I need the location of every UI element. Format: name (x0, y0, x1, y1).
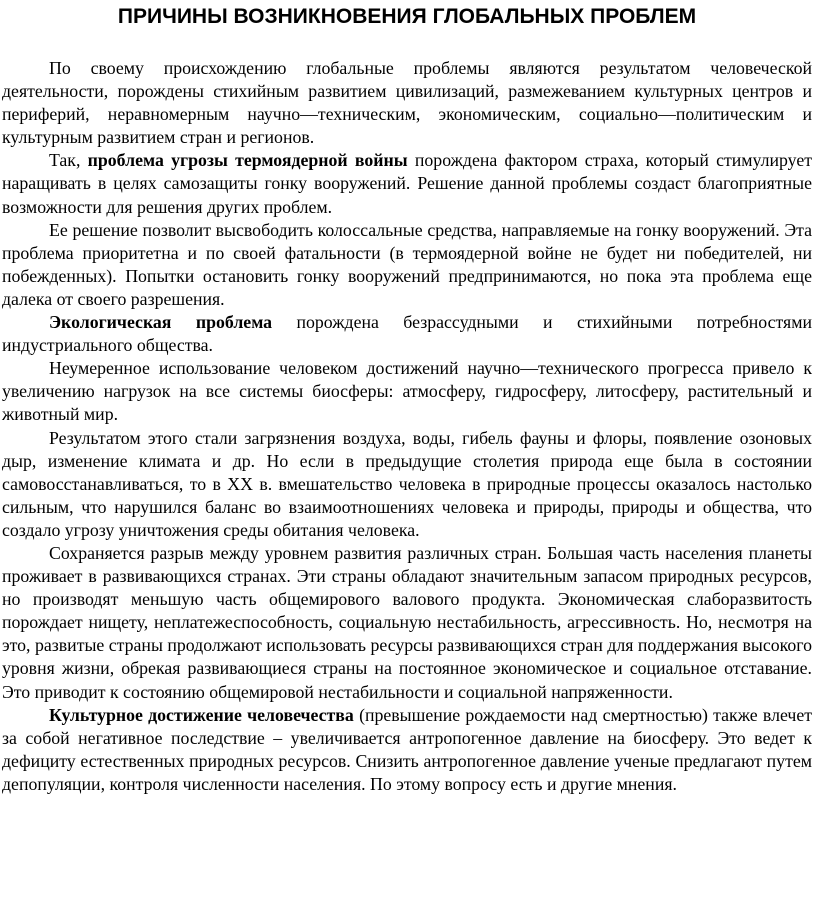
paragraph-development-gap (2, 542, 812, 704)
paragraph-population (2, 704, 812, 796)
paragraph-biosphere-load (2, 357, 812, 426)
paragraph-ecology (2, 311, 812, 357)
bold-term-ecology: Экологическая проблема (49, 312, 273, 333)
document-body (2, 57, 812, 796)
paragraph-text: Результатом этого стали загрязнения воздуха, воды, гибель фауны и флоры, появление озоновых дыр, изменение климата и др. Но если в предыдущие столетия природа еще была в состоянии самовосстанавливаться, то в XX в. вмешательство человека в природные процессы оказалось настолько сильным, что нарушился баланс во взаимоотношениях человека и природы, природы и общества, что создало угрозу уничтожения среды обитания человека. (2, 427, 812, 540)
paragraph-text: порождена фактором страха, который стимулирует наращивать в целях самозащиты гонку вооружений. Решение данной проблемы создаст благоприятные возможности для решения других проблем. (2, 150, 812, 217)
document-title: ПРИЧИНЫ ВОЗНИКНОВЕНИЯ ГЛОБАЛЬНЫХ ПРОБЛЕМ (117, 5, 697, 28)
paragraph-text: Неумеренное использование человеком достижений научно—технического прогресса привело к увеличению нагрузок на все системы биосферы: атмосферу, гидросферу, литосферу, растительный и животный мир. (2, 358, 812, 425)
bold-term-nuclear-war: проблема угрозы термоядерной войны (87, 150, 408, 171)
paragraph-text: (превышение рождаемости над смертностью) также влечет за собой негативное последствие – увеличивается антропогенное давление на биосферу. Это ведет к дефициту естественных природных ресурсов. Снизить антропогенное давление ученые предлагают путем депопуляции, контроля численности населения. По этому вопросу есть и другие мнения. (2, 704, 812, 794)
paragraph-origin (2, 57, 812, 149)
paragraph-text: Ее решение позволит высвободить колоссальные средства, направляемые на гонку вооружений. Эта проблема приоритетна и по своей фатальности (в термоядерной войне не будет ни победителей, ни побежденных). Попытки остановить гонку вооружений предпринимаются, но пока эта проблема еще далека от своего разрешения. (2, 219, 812, 309)
paragraph-text: По своему происхождению глобальные проблемы являются результатом человеческой деятельности, порождены стихийным развитием цивилизаций, размежеванием культурных центров и периферий, неравномерным научно—техническим, экономическим, социально—политическим и культурным развитием стран и регионов. (2, 58, 812, 148)
paragraph-text: порождена безрассудными и стихийными потребностями индустриального общества. (2, 312, 812, 356)
paragraph-pollution (2, 427, 812, 542)
paragraph-lead: Так, (49, 150, 88, 171)
paragraph-nuclear-war (2, 149, 812, 218)
paragraph-nuclear-solution (2, 219, 812, 311)
bold-term-culture: Культурное достижение человечества (49, 704, 354, 725)
paragraph-text: Сохраняется разрыв между уровнем развития различных стран. Большая часть населения планеты проживает в развивающихся странах. Эти страны обладают значительным запасом природных ресурсов, но производят меньшую часть общемирового валового продукта. Экономическая слаборазвитость порождает нищету, неплатежеспособность, социальную нестабильность, агрессивность. Но, несмотря на это, развитые страны продолжают использовать ресурсы развивающихся стран для поддержания высокого уровня жизни, обрекая развивающиеся страны на постоянное экономическое и социальное отставание. Это приводит к состоянию общемировой нестабильности и социальной напряженности. (2, 542, 812, 702)
